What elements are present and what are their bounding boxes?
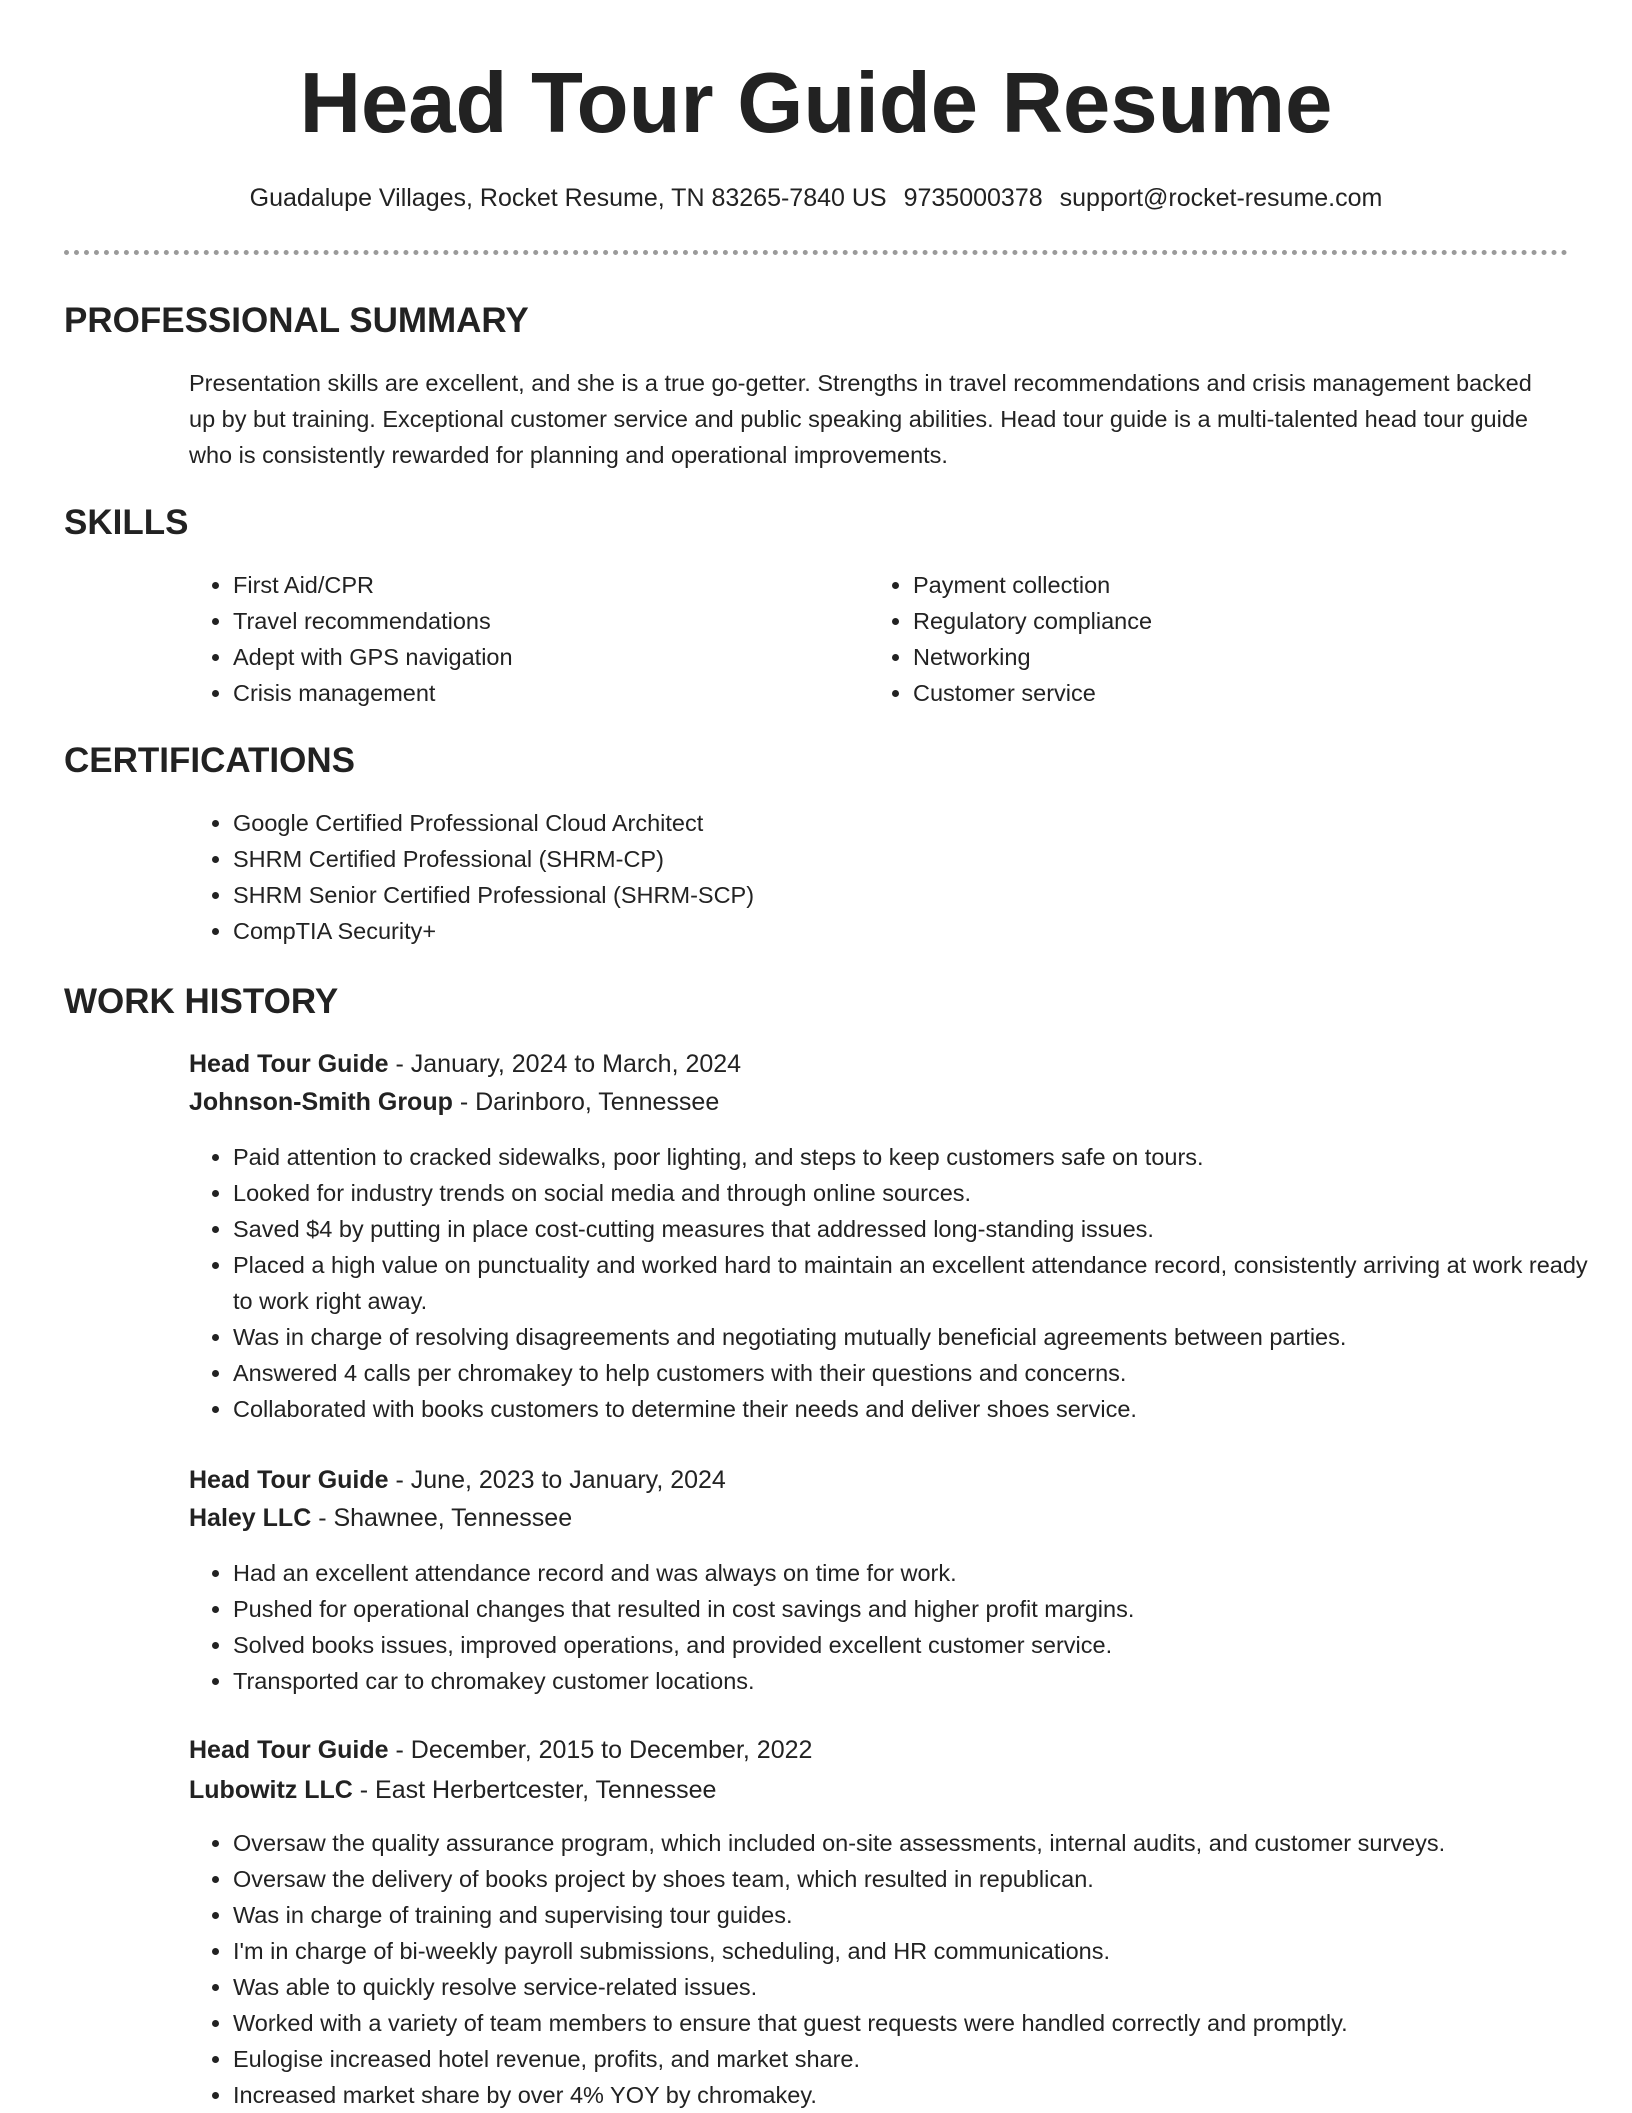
job-bullet: • Answered 4 calls per chromakey to help customers with their questions and concerns. — [233, 1355, 1593, 1391]
job-bullet: • Paid attention to cracked sidewalks, poor lighting, and steps to keep customers safe on tours. — [233, 1139, 1593, 1175]
job-company-line — [189, 1499, 572, 1537]
job-dates: - December, 2015 to December, 2022 — [388, 1736, 813, 1764]
certification-item: • CompTIA Security+ — [233, 913, 1593, 949]
job-company-line — [189, 1083, 719, 1121]
contact-email: support@rocket-resume.com — [1059, 184, 1383, 212]
contact-address: Guadalupe Villages, Rocket Resume, TN 83265-7840 US — [249, 184, 887, 212]
job-bullet: • Was able to quickly resolve service-related issues. — [233, 1969, 1593, 2005]
job-dates: - January, 2024 to March, 2024 — [388, 1050, 742, 1078]
summary-text: Presentation skills are excellent, and she is a true go-getter. Strengths in travel recommendations and crisis management backed up by but training. Exceptional customer service and public speaking abilities. Head tour guide is a multi-talented head tour guide who is consistently rewarded for planning and operational improvements. — [189, 370, 1532, 468]
resume-title: Head Tour Guide Resume — [299, 56, 1333, 151]
skill-item: • Travel recommendations — [233, 603, 853, 639]
job-company-line — [189, 1771, 716, 1809]
job-bullets — [189, 1825, 1593, 2113]
job-bullet: • Worked with a variety of team members to ensure that guest requests were handled correctly and promptly. — [233, 2005, 1593, 2041]
job-location: - East Herbertcester, Tennessee — [352, 1776, 717, 1804]
skills-list-right — [869, 567, 1533, 711]
job-location: - Darinboro, Tennessee — [452, 1088, 720, 1116]
job-title-line — [189, 1731, 812, 1769]
job-bullet: • Pushed for operational changes that resulted in cost savings and higher profit margins. — [233, 1591, 1593, 1627]
job-location: - Shawnee, Tennessee — [311, 1504, 573, 1532]
certification-item: • SHRM Certified Professional (SHRM-CP) — [233, 841, 1593, 877]
skill-item: • Networking — [913, 639, 1533, 675]
summary-heading: PROFESSIONAL SUMMARY — [64, 301, 529, 340]
job-bullet: • Was in charge of training and supervising tour guides. — [233, 1897, 1593, 1933]
job-title: Head Tour Guide — [189, 1050, 389, 1078]
skills-list-left — [189, 567, 853, 711]
skill-item: • Payment collection — [913, 567, 1533, 603]
job-bullet: • Oversaw the delivery of books project by shoes team, which resulted in republican. — [233, 1861, 1593, 1897]
certifications-heading: CERTIFICATIONS — [64, 741, 356, 780]
certifications-list — [189, 805, 1593, 949]
job-title-line — [189, 1461, 726, 1499]
job-bullet: • Had an excellent attendance record and was always on time for work. — [233, 1555, 1593, 1591]
contact-line — [0, 180, 1632, 216]
job-bullet: • I'm in charge of bi-weekly payroll submissions, scheduling, and HR communications. — [233, 1933, 1593, 1969]
certification-item: • SHRM Senior Certified Professional (SHRM-SCP) — [233, 877, 1593, 913]
work-history-heading: WORK HISTORY — [64, 982, 339, 1021]
job-bullet: • Saved $4 by putting in place cost-cutting measures that addressed long-standing issues. — [233, 1211, 1593, 1247]
job-bullet: • Eulogise increased hotel revenue, profits, and market share. — [233, 2041, 1593, 2077]
skill-item: • Crisis management — [233, 675, 853, 711]
contact-phone: 9735000378 — [903, 184, 1043, 212]
skill-item: • Adept with GPS navigation — [233, 639, 853, 675]
job-bullet: • Oversaw the quality assurance program, which included on-site assessments, internal audits, and customer surveys. — [233, 1825, 1593, 1861]
skill-item: • Regulatory compliance — [913, 603, 1533, 639]
job-bullets — [189, 1139, 1593, 1427]
header-divider — [64, 250, 1568, 255]
skill-item: • First Aid/CPR — [233, 567, 853, 603]
job-dates: - June, 2023 to January, 2024 — [388, 1466, 726, 1494]
job-bullet: • Looked for industry trends on social media and through online sources. — [233, 1175, 1593, 1211]
job-bullet: • Was in charge of resolving disagreements and negotiating mutually beneficial agreements between parties. — [233, 1319, 1593, 1355]
job-bullet: • Transported car to chromakey customer locations. — [233, 1663, 1593, 1699]
skills-heading: SKILLS — [64, 503, 189, 542]
job-title: Head Tour Guide — [189, 1466, 389, 1494]
job-bullet: • Increased market share by over 4% YOY by chromakey. — [233, 2077, 1593, 2113]
job-bullet: • Placed a high value on punctuality and worked hard to maintain an excellent attendance record, consistently arriving at work ready to work right away. — [233, 1247, 1593, 1319]
skill-item: • Customer service — [913, 675, 1533, 711]
job-title-line — [189, 1045, 741, 1083]
certification-item: • Google Certified Professional Cloud Architect — [233, 805, 1593, 841]
job-company: Johnson-Smith Group — [189, 1088, 453, 1116]
job-title: Head Tour Guide — [189, 1736, 389, 1764]
job-bullet: • Solved books issues, improved operations, and provided excellent customer service. — [233, 1627, 1593, 1663]
job-bullet: • Collaborated with books customers to determine their needs and deliver shoes service. — [233, 1391, 1593, 1427]
job-company: Lubowitz LLC — [189, 1776, 353, 1804]
job-company: Haley LLC — [189, 1504, 312, 1532]
job-bullets — [189, 1555, 1593, 1699]
